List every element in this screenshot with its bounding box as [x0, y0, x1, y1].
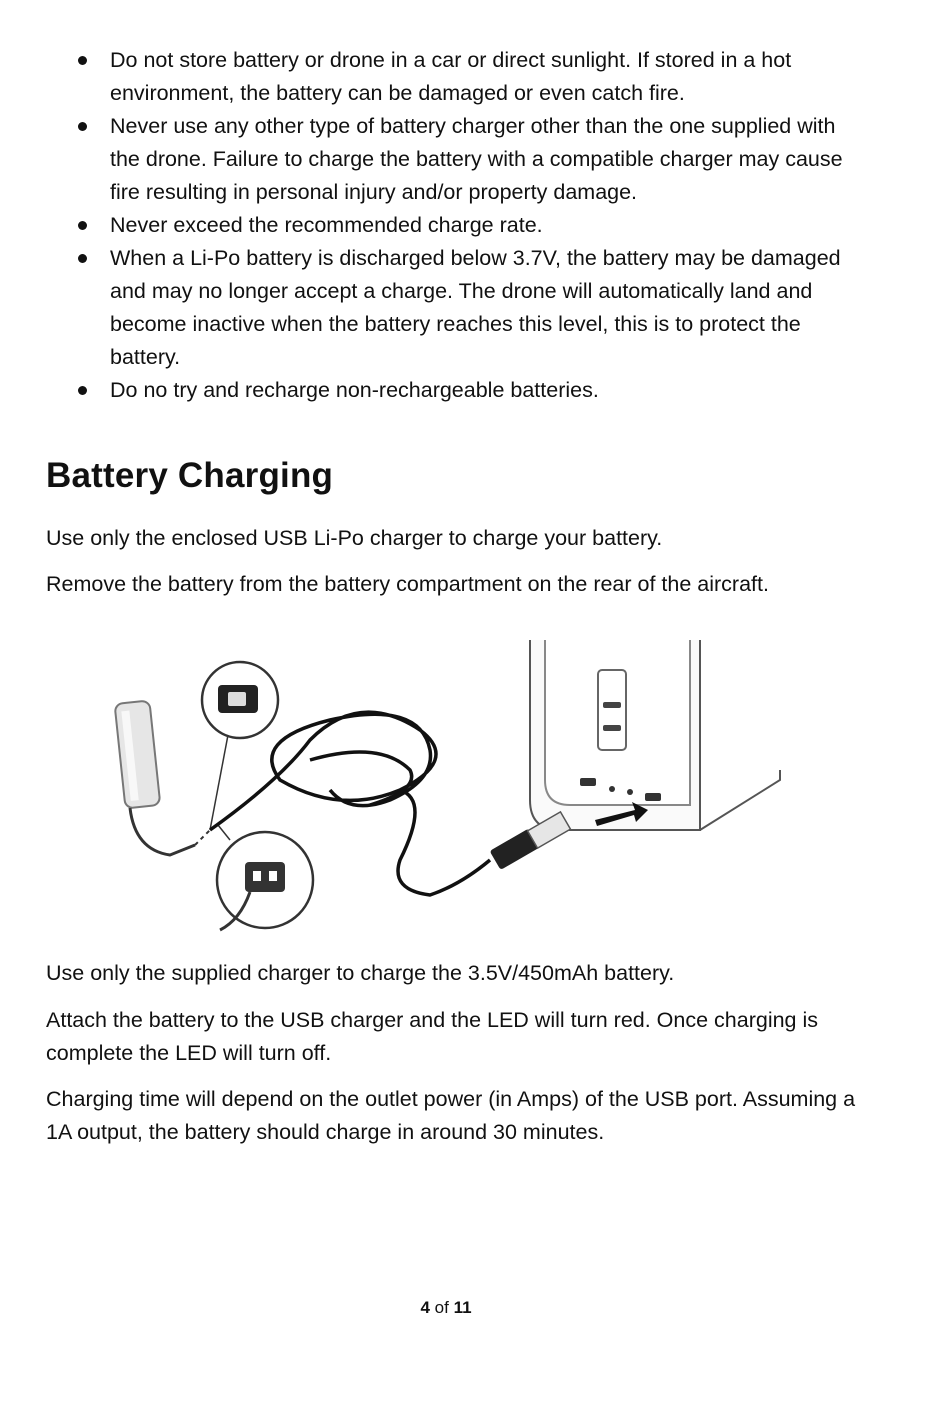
- section-heading: Battery Charging: [46, 456, 334, 495]
- battery-wire: [130, 808, 195, 855]
- connection-arrow: [195, 830, 210, 845]
- bullet-text: Do no try and recharge non-rechargeable batteries.: [110, 378, 599, 402]
- bullet-dot: [78, 254, 87, 263]
- bullet-dot: [78, 221, 87, 230]
- current-page: 4: [420, 1298, 430, 1317]
- connector-zoom-bottom: [217, 825, 313, 930]
- bullet-dot: [78, 122, 87, 131]
- bullet-item: [110, 44, 870, 110]
- safety-bullet-list: [110, 44, 870, 407]
- bullet-text: Never exceed the recommended charge rate.: [110, 213, 543, 237]
- paragraph: Attach the battery to the USB charger and the LED will turn red. Once charging is complete the LED will turn off.: [46, 1008, 819, 1065]
- bullet-item: [110, 374, 870, 407]
- charging-illustration: [100, 630, 800, 940]
- battery-illustration: [115, 700, 161, 808]
- drone-rear-illustration: [530, 640, 780, 830]
- bullet-text: Never use any other type of battery charger other than the one supplied with the drone. Failure to charge the battery with a compatible charger may cause fire resulting in personal injury and/or property damage.: [110, 114, 843, 204]
- usb-plug-icon: [490, 812, 571, 870]
- bullet-text: Do not store battery or drone in a car or direct sunlight. If stored in a hot environment, the battery can be damaged or even catch fire.: [110, 48, 792, 105]
- page-number: [0, 1298, 892, 1318]
- bullet-item: [110, 242, 870, 374]
- bullet-dot: [78, 386, 87, 395]
- paragraph: Use only the enclosed USB Li-Po charger to charge your battery.: [46, 526, 663, 550]
- bullet-dot: [78, 56, 87, 65]
- bullet-text: When a Li-Po battery is discharged below 3.7V, the battery may be damaged and may no longer accept a charge. The drone will automatically land and become inactive when the battery reaches this level, this is to protect the battery.: [110, 246, 841, 369]
- bullet-item: [110, 209, 870, 242]
- paragraph: Remove the battery from the battery compartment on the rear of the aircraft.: [46, 572, 769, 596]
- connector-zoom-top: [202, 662, 278, 830]
- bullet-item: [110, 110, 870, 209]
- page-of-label: of: [434, 1298, 449, 1317]
- paragraph: Use only the supplied charger to charge the 3.5V/450mAh battery.: [46, 961, 675, 985]
- total-pages: 11: [453, 1298, 472, 1317]
- paragraph: Charging time will depend on the outlet power (in Amps) of the USB port. Assuming a 1A output, the battery should charge in around 30 minutes.: [46, 1087, 856, 1144]
